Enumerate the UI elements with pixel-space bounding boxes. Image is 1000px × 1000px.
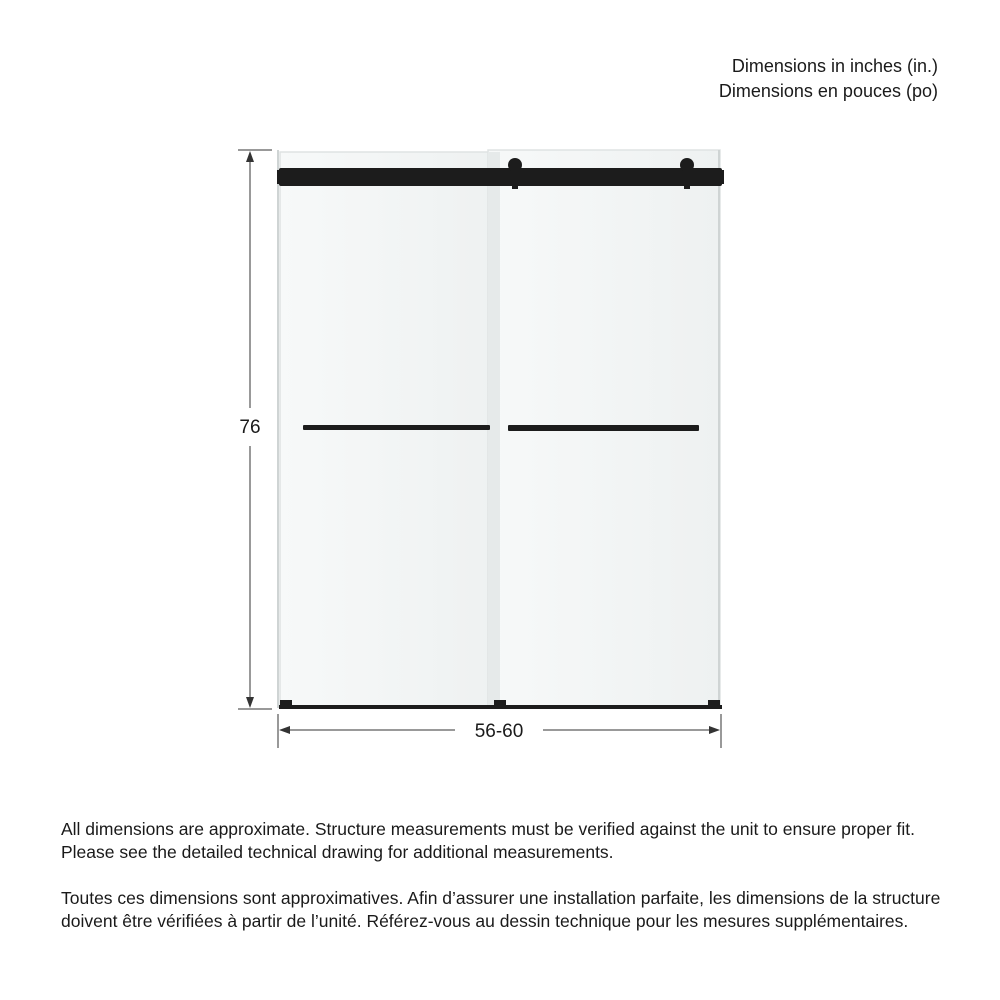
roller-left-bracket	[512, 165, 518, 189]
width-arrow-left	[279, 726, 290, 734]
height-arrow-bottom	[246, 697, 254, 708]
right-towel-bar-handle	[508, 425, 699, 431]
bottom-guide-left	[280, 700, 292, 709]
roller-right-bracket	[684, 165, 690, 189]
units-line-french: Dimensions en pouces (po)	[718, 81, 938, 101]
note-french: Toutes ces dimensions sont approximatives. Afin d’assurer une installation parfaite, les dimensions de la structure doivent être vérifiées à partir de l’unité. Référez-vous au dessin technique pour les mesures supplémentaires.	[61, 888, 941, 931]
top-track-right-cap	[718, 170, 724, 184]
top-track-left-cap	[277, 170, 283, 184]
width-dimension-label: 56-60	[474, 721, 524, 742]
height-arrow-top	[246, 151, 254, 162]
bottom-guide-right	[708, 700, 720, 709]
top-track	[279, 168, 722, 186]
width-arrow-right	[709, 726, 720, 734]
note-english: All dimensions are approximate. Structure measurements must be verified against the unit to ensure proper fit. Please see the detailed technical drawing for additional measurements.	[61, 819, 916, 862]
bottom-guide-center	[494, 700, 506, 709]
left-towel-bar-handle	[303, 425, 490, 430]
notes-section	[61, 818, 951, 956]
height-dimension-label: 76	[239, 417, 261, 438]
units-line-english: Dimensions in inches (in.)	[731, 56, 938, 76]
